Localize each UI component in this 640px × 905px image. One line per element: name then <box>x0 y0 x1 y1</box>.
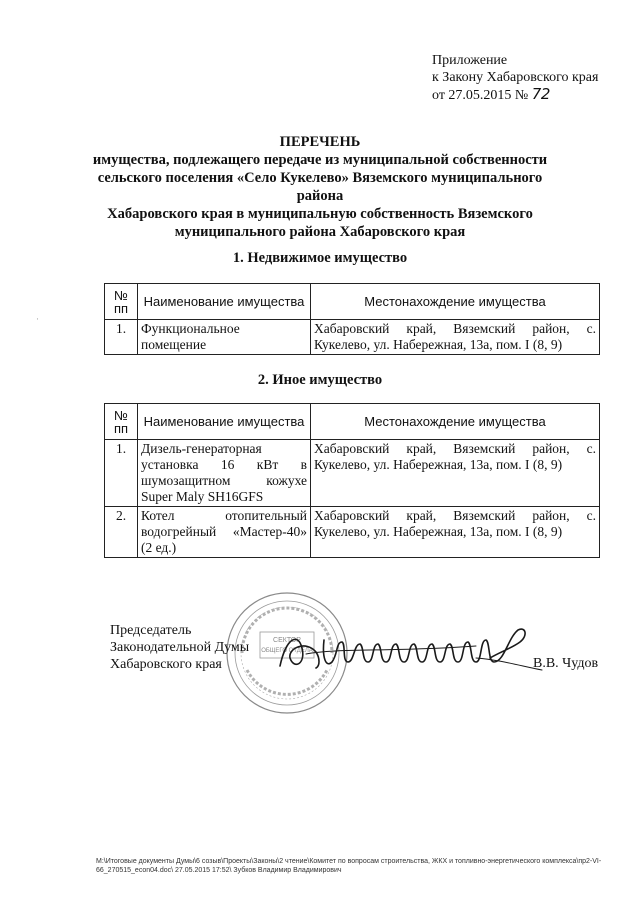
row-name: Котел отопительный водогрейный «Мастер-40» (2 ед.) <box>138 507 311 558</box>
table-header-row <box>105 404 600 440</box>
row-number: 1. <box>105 320 138 355</box>
appendix-line-1: Приложение <box>432 53 508 68</box>
table-row <box>105 507 600 558</box>
appendix-note <box>432 52 622 104</box>
appendix-line-2: к Закону Хабаровского края <box>432 70 599 85</box>
document-title <box>80 133 560 241</box>
column-header-location: Местонахождение имущества <box>311 404 600 440</box>
row-number: 2. <box>105 507 138 558</box>
title-line-1: имущества, подлежащего передаче из муниципальной собственности <box>92 152 548 168</box>
row-location: Хабаровский край, Вяземский район, с. Кукелево, ул. Набережная, 13а, пом. I (8, 9) <box>311 440 600 507</box>
column-header-location: Местонахождение имущества <box>311 284 600 320</box>
column-header-number: № пп <box>105 404 138 440</box>
handwritten-law-number: 72 <box>531 85 550 103</box>
row-name: Функциональное помещение <box>138 320 311 355</box>
table-row <box>105 320 600 355</box>
stamp-inner-text-2: ОБЩЕГО ОТДЕЛА <box>261 648 313 654</box>
section-heading-other-property: 2. Иное имущество <box>257 372 383 388</box>
handwritten-signature <box>276 618 546 682</box>
appendix-line-3 <box>432 86 622 104</box>
stamp-inner-text-1: СЕКТОР <box>273 637 301 644</box>
table-row <box>105 440 600 507</box>
title-line-3: Хабаровского края в муниципальную собственность Вяземского <box>107 206 533 222</box>
real-estate-table <box>104 283 600 355</box>
row-location: Хабаровский край, Вяземский район, с. Кукелево, ул. Набережная, 13а, пом. I (8, 9) <box>311 507 600 558</box>
table-header-row <box>105 284 600 320</box>
column-header-number: № пп <box>105 284 138 320</box>
title-line-4: муниципального района Хабаровского края <box>174 224 466 240</box>
scan-mark: · <box>36 314 39 324</box>
column-header-name: Наименование имущества <box>138 404 311 440</box>
row-number: 1. <box>105 440 138 507</box>
signer-name: В.В. Чудов <box>533 656 599 671</box>
signer-position-3: Хабаровского края <box>110 657 222 672</box>
row-location: Хабаровский край, Вяземский район, с. Кукелево, ул. Набережная, 13а, пом. I (8, 9) <box>311 320 600 355</box>
section-heading-real-estate: 1. Недвижимое имущество <box>232 250 408 266</box>
title-main: ПЕРЕЧЕНЬ <box>279 134 361 150</box>
row-name: Дизель-генераторная установка 16 кВт в шумозащитном кожухе Super Maly SH16GFS <box>138 440 311 507</box>
title-line-2: сельского поселения «Село Кукелево» Вяземского муниципального района <box>97 170 543 204</box>
other-property-table <box>104 403 600 558</box>
signer-position-1: Председатель <box>110 623 192 638</box>
column-header-name: Наименование имущества <box>138 284 311 320</box>
signature-block <box>110 622 249 673</box>
appendix-date: от 27.05.2015 № <box>432 88 529 103</box>
file-path-footer: M:\Итоговые документы Думы\6 созыв\Проекты\Законы\2 чтение\Комитет по вопросам строительства, ЖКХ и топливно-энергетического комплекса\пр2-VI-66_270515_econ04.doc\ 27.05.2015 17:52\ Зубков Владимир Владимирович <box>96 858 602 874</box>
signer-position-2: Законодательной Думы <box>110 640 250 655</box>
